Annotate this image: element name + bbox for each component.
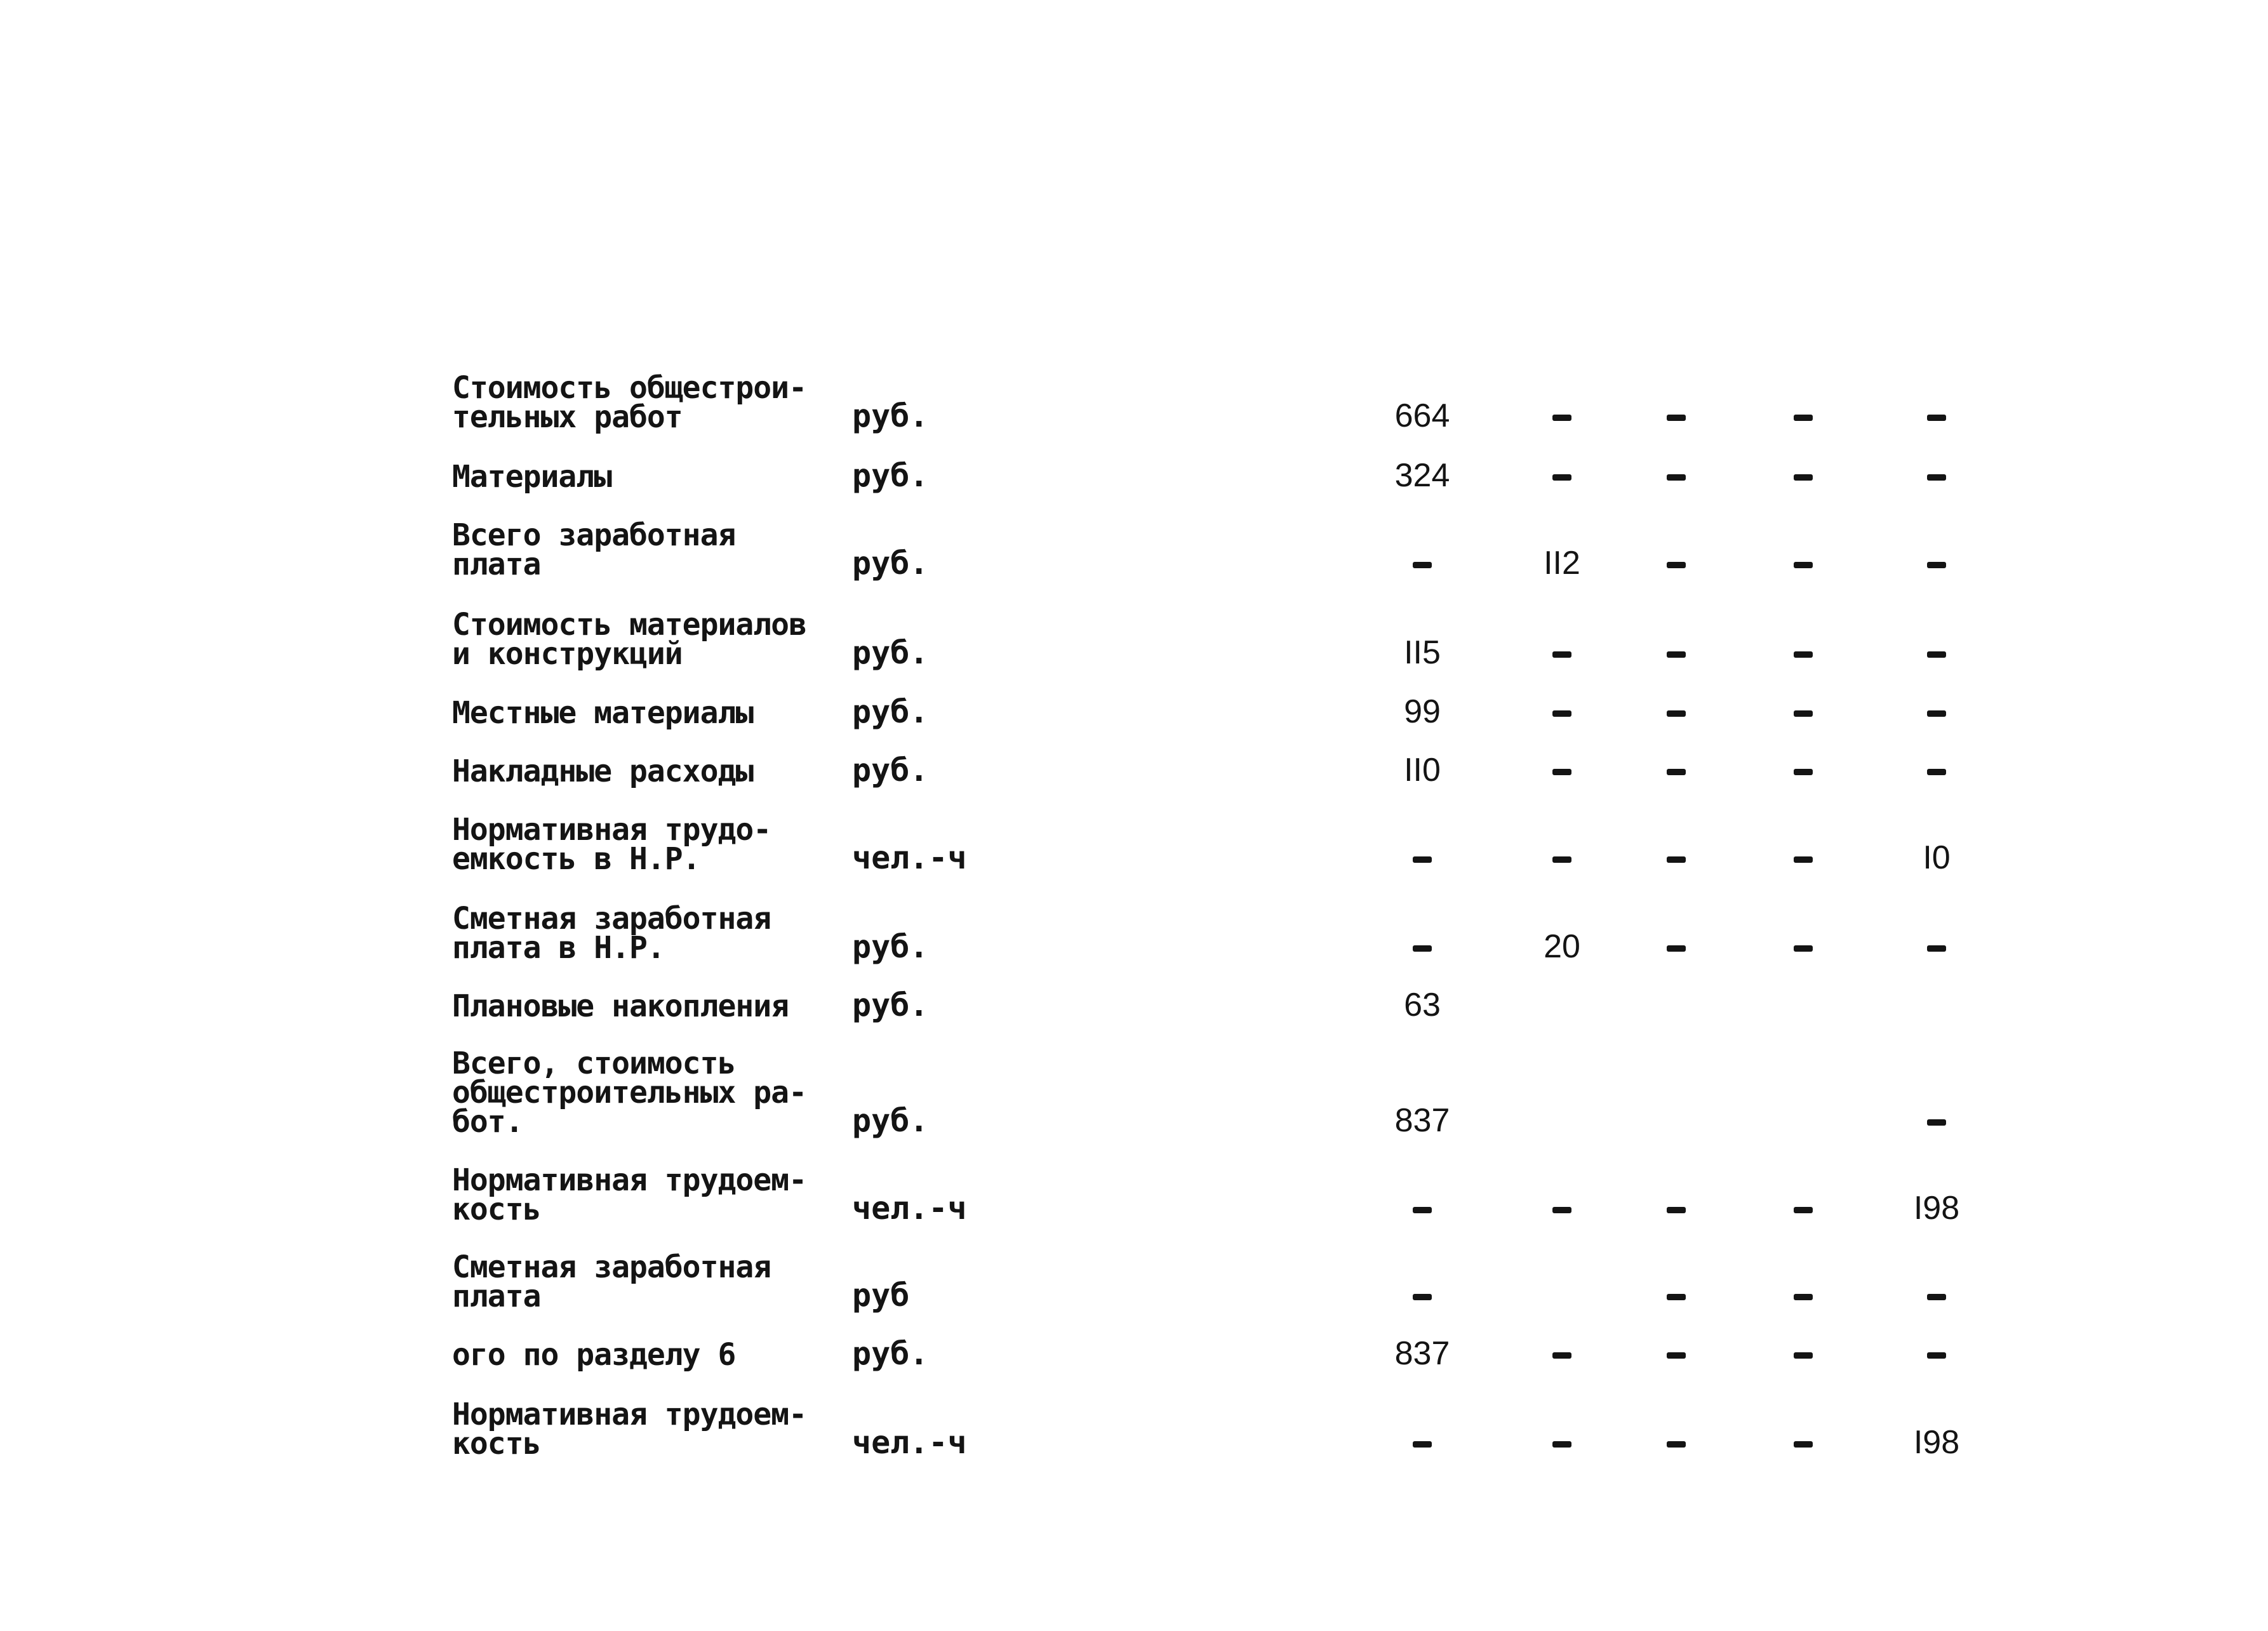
row-cell — [1762, 400, 1844, 432]
row-cell — [1381, 457, 1464, 494]
row-cell — [1762, 637, 1844, 669]
row-cell — [1381, 1192, 1464, 1224]
row-cell — [1635, 1338, 1718, 1369]
dash-mark — [1552, 415, 1571, 421]
dash-mark — [1667, 415, 1686, 421]
dash-mark — [1794, 710, 1813, 717]
row-cell — [1635, 1427, 1718, 1458]
row-cell — [1521, 696, 1603, 728]
dash-mark — [1927, 474, 1946, 481]
row-cell — [1762, 754, 1844, 786]
dash-mark — [1413, 945, 1432, 952]
row-cell — [1895, 1424, 1978, 1461]
row-cell — [1762, 931, 1844, 962]
dash-mark — [1794, 474, 1813, 481]
row-cell — [1521, 1192, 1603, 1224]
row-label-line: Нормативная трудоем- — [452, 1162, 806, 1198]
row-label-line: емкость в Н.Р. — [452, 841, 700, 877]
row-cell — [1762, 1427, 1844, 1458]
dash-mark — [1927, 1294, 1946, 1300]
dash-mark — [1794, 856, 1813, 863]
row-label-line: плата — [452, 1279, 541, 1314]
dash-mark — [1927, 1352, 1946, 1359]
row-cell — [1635, 931, 1718, 962]
row-cell — [1762, 1279, 1844, 1311]
row-cell — [1381, 842, 1464, 874]
dash-mark — [1927, 710, 1946, 717]
dash-mark — [1667, 856, 1686, 863]
row-cell — [1762, 460, 1844, 491]
row-label — [452, 1397, 846, 1461]
row-label-line: Нормативная трудо- — [452, 812, 771, 848]
row-label-line: Всего, стоимость — [452, 1046, 736, 1081]
row-cell — [1521, 1338, 1603, 1369]
row-cell — [1521, 400, 1603, 432]
cell-value: 837 — [1394, 1335, 1450, 1372]
row-cell — [1521, 545, 1603, 582]
row-cell — [1762, 1192, 1844, 1224]
dash-mark — [1667, 945, 1686, 952]
row-cell — [1895, 1279, 1978, 1311]
row-cell — [1381, 1427, 1464, 1458]
row-cell — [1381, 1335, 1464, 1372]
row-label-line: кость — [452, 1426, 541, 1461]
row-label-line: тельных работ — [452, 399, 683, 435]
dash-mark — [1927, 651, 1946, 658]
row-cell — [1381, 1102, 1464, 1139]
dash-mark — [1794, 769, 1813, 775]
dash-mark — [1667, 474, 1686, 481]
row-unit: руб. — [852, 693, 929, 730]
row-label-line: Материалы — [452, 459, 612, 495]
row-cell — [1762, 696, 1844, 728]
dash-mark — [1413, 562, 1432, 568]
cell-value: I98 — [1913, 1190, 1960, 1227]
row-label-line: Накладные расходы — [452, 754, 754, 789]
row-unit: руб. — [852, 928, 929, 965]
dash-mark — [1927, 1119, 1946, 1126]
row-cell — [1521, 928, 1603, 965]
row-cell — [1762, 842, 1844, 874]
dash-mark — [1667, 1294, 1686, 1300]
dash-mark — [1667, 562, 1686, 568]
dash-mark — [1552, 651, 1571, 658]
row-cell — [1381, 1279, 1464, 1311]
dash-mark — [1413, 1207, 1432, 1213]
row-label-line: Сметная заработная — [452, 901, 771, 936]
row-cell — [1895, 1105, 1978, 1136]
cell-value: 837 — [1394, 1102, 1450, 1139]
row-cell — [1895, 839, 1978, 876]
row-cell — [1635, 1192, 1718, 1224]
row-cell — [1895, 696, 1978, 728]
row-label-line: Плановые накопления — [452, 989, 789, 1024]
row-cell — [1635, 400, 1718, 432]
row-cell — [1895, 460, 1978, 491]
row-label-line: Стоимость материалов — [452, 607, 806, 642]
row-label-line: бот. — [452, 1104, 523, 1140]
row-cell — [1521, 754, 1603, 786]
row-cell — [1635, 696, 1718, 728]
row-label — [452, 370, 846, 435]
row-cell — [1635, 842, 1718, 874]
row-label — [452, 1249, 846, 1314]
dash-mark — [1794, 651, 1813, 658]
row-label — [452, 812, 846, 877]
cell-value: 20 — [1544, 928, 1580, 965]
dash-mark — [1927, 945, 1946, 952]
row-label — [452, 754, 846, 789]
row-cell — [1895, 637, 1978, 669]
row-label-line: Всего заработная — [452, 517, 736, 553]
row-cell — [1381, 547, 1464, 579]
row-label-line: общестроительных ра- — [452, 1075, 806, 1110]
row-cell — [1895, 1338, 1978, 1369]
row-cell — [1381, 931, 1464, 962]
row-unit: руб. — [852, 634, 929, 671]
row-label-line: плата — [452, 547, 541, 582]
row-unit: руб. — [852, 545, 929, 582]
dash-mark — [1927, 415, 1946, 421]
row-cell — [1521, 842, 1603, 874]
dash-mark — [1413, 1294, 1432, 1300]
row-label-line: Стоимость общестрои- — [452, 370, 806, 406]
row-label — [452, 989, 846, 1024]
row-unit: чел.-ч — [852, 1424, 967, 1461]
cell-value: 664 — [1394, 397, 1450, 434]
row-cell — [1635, 547, 1718, 579]
cell-value: II2 — [1544, 545, 1580, 582]
dash-mark — [1927, 769, 1946, 775]
cell-value: II5 — [1404, 634, 1441, 671]
row-cell — [1635, 1279, 1718, 1311]
row-cell — [1635, 460, 1718, 491]
dash-mark — [1552, 474, 1571, 481]
row-label — [452, 695, 846, 731]
dash-mark — [1667, 651, 1686, 658]
cell-value: I98 — [1913, 1424, 1960, 1461]
dash-mark — [1794, 562, 1813, 568]
row-cell — [1635, 637, 1718, 669]
dash-mark — [1794, 1352, 1813, 1359]
row-cell — [1521, 1427, 1603, 1458]
cell-value: I0 — [1923, 839, 1951, 876]
row-label-line: Нормативная трудоем- — [452, 1397, 806, 1432]
row-unit: руб. — [852, 1335, 929, 1372]
dash-mark — [1552, 769, 1571, 775]
row-cell — [1635, 754, 1718, 786]
dash-mark — [1667, 710, 1686, 717]
row-cell — [1521, 460, 1603, 491]
dash-mark — [1667, 769, 1686, 775]
row-label-line: ого по разделу 6 — [452, 1337, 736, 1373]
row-unit: руб. — [852, 457, 929, 494]
row-unit: чел.-ч — [852, 1190, 967, 1227]
row-label — [452, 607, 846, 672]
row-unit: руб. — [852, 397, 929, 434]
dash-mark — [1667, 1352, 1686, 1359]
row-unit: руб. — [852, 752, 929, 789]
row-unit: руб. — [852, 1102, 929, 1139]
row-unit: руб — [852, 1277, 910, 1314]
dash-mark — [1413, 1441, 1432, 1448]
dash-mark — [1794, 945, 1813, 952]
row-label-line: Местные материалы — [452, 695, 754, 731]
dash-mark — [1667, 1441, 1686, 1448]
row-cell — [1895, 754, 1978, 786]
dash-mark — [1552, 710, 1571, 717]
row-cell — [1895, 1190, 1978, 1227]
dash-mark — [1794, 1441, 1813, 1448]
dash-mark — [1667, 1207, 1686, 1213]
row-label — [452, 1337, 846, 1373]
row-cell — [1895, 931, 1978, 962]
dash-mark — [1552, 1207, 1571, 1213]
row-unit: руб. — [852, 987, 929, 1023]
dash-mark — [1794, 415, 1813, 421]
dash-mark — [1927, 562, 1946, 568]
row-cell — [1381, 752, 1464, 789]
row-cell — [1895, 400, 1978, 432]
row-unit: чел.-ч — [852, 839, 967, 876]
row-cell — [1762, 1338, 1844, 1369]
row-cell — [1381, 634, 1464, 671]
row-label — [452, 517, 846, 582]
dash-mark — [1552, 1352, 1571, 1359]
row-label-line: Сметная заработная — [452, 1249, 771, 1285]
row-label — [452, 459, 846, 495]
cell-value: 99 — [1404, 693, 1441, 730]
row-cell — [1521, 637, 1603, 669]
dash-mark — [1413, 856, 1432, 863]
dash-mark — [1552, 856, 1571, 863]
dash-mark — [1552, 1441, 1571, 1448]
row-label — [452, 1046, 846, 1140]
dash-mark — [1794, 1294, 1813, 1300]
row-cell — [1381, 989, 1464, 1021]
cell-value: II0 — [1404, 752, 1441, 789]
row-label-line: кость — [452, 1192, 541, 1227]
cell-value: 324 — [1394, 457, 1450, 494]
row-label-line: плата в Н.Р. — [452, 930, 665, 966]
row-cell — [1895, 547, 1978, 579]
row-label — [452, 1162, 846, 1227]
cell-value: 63 — [1404, 987, 1441, 1023]
row-cell — [1381, 397, 1464, 434]
row-label-line: и конструкций — [452, 636, 683, 672]
row-cell — [1762, 547, 1844, 579]
row-label — [452, 901, 846, 966]
row-cell — [1381, 693, 1464, 730]
dash-mark — [1794, 1207, 1813, 1213]
